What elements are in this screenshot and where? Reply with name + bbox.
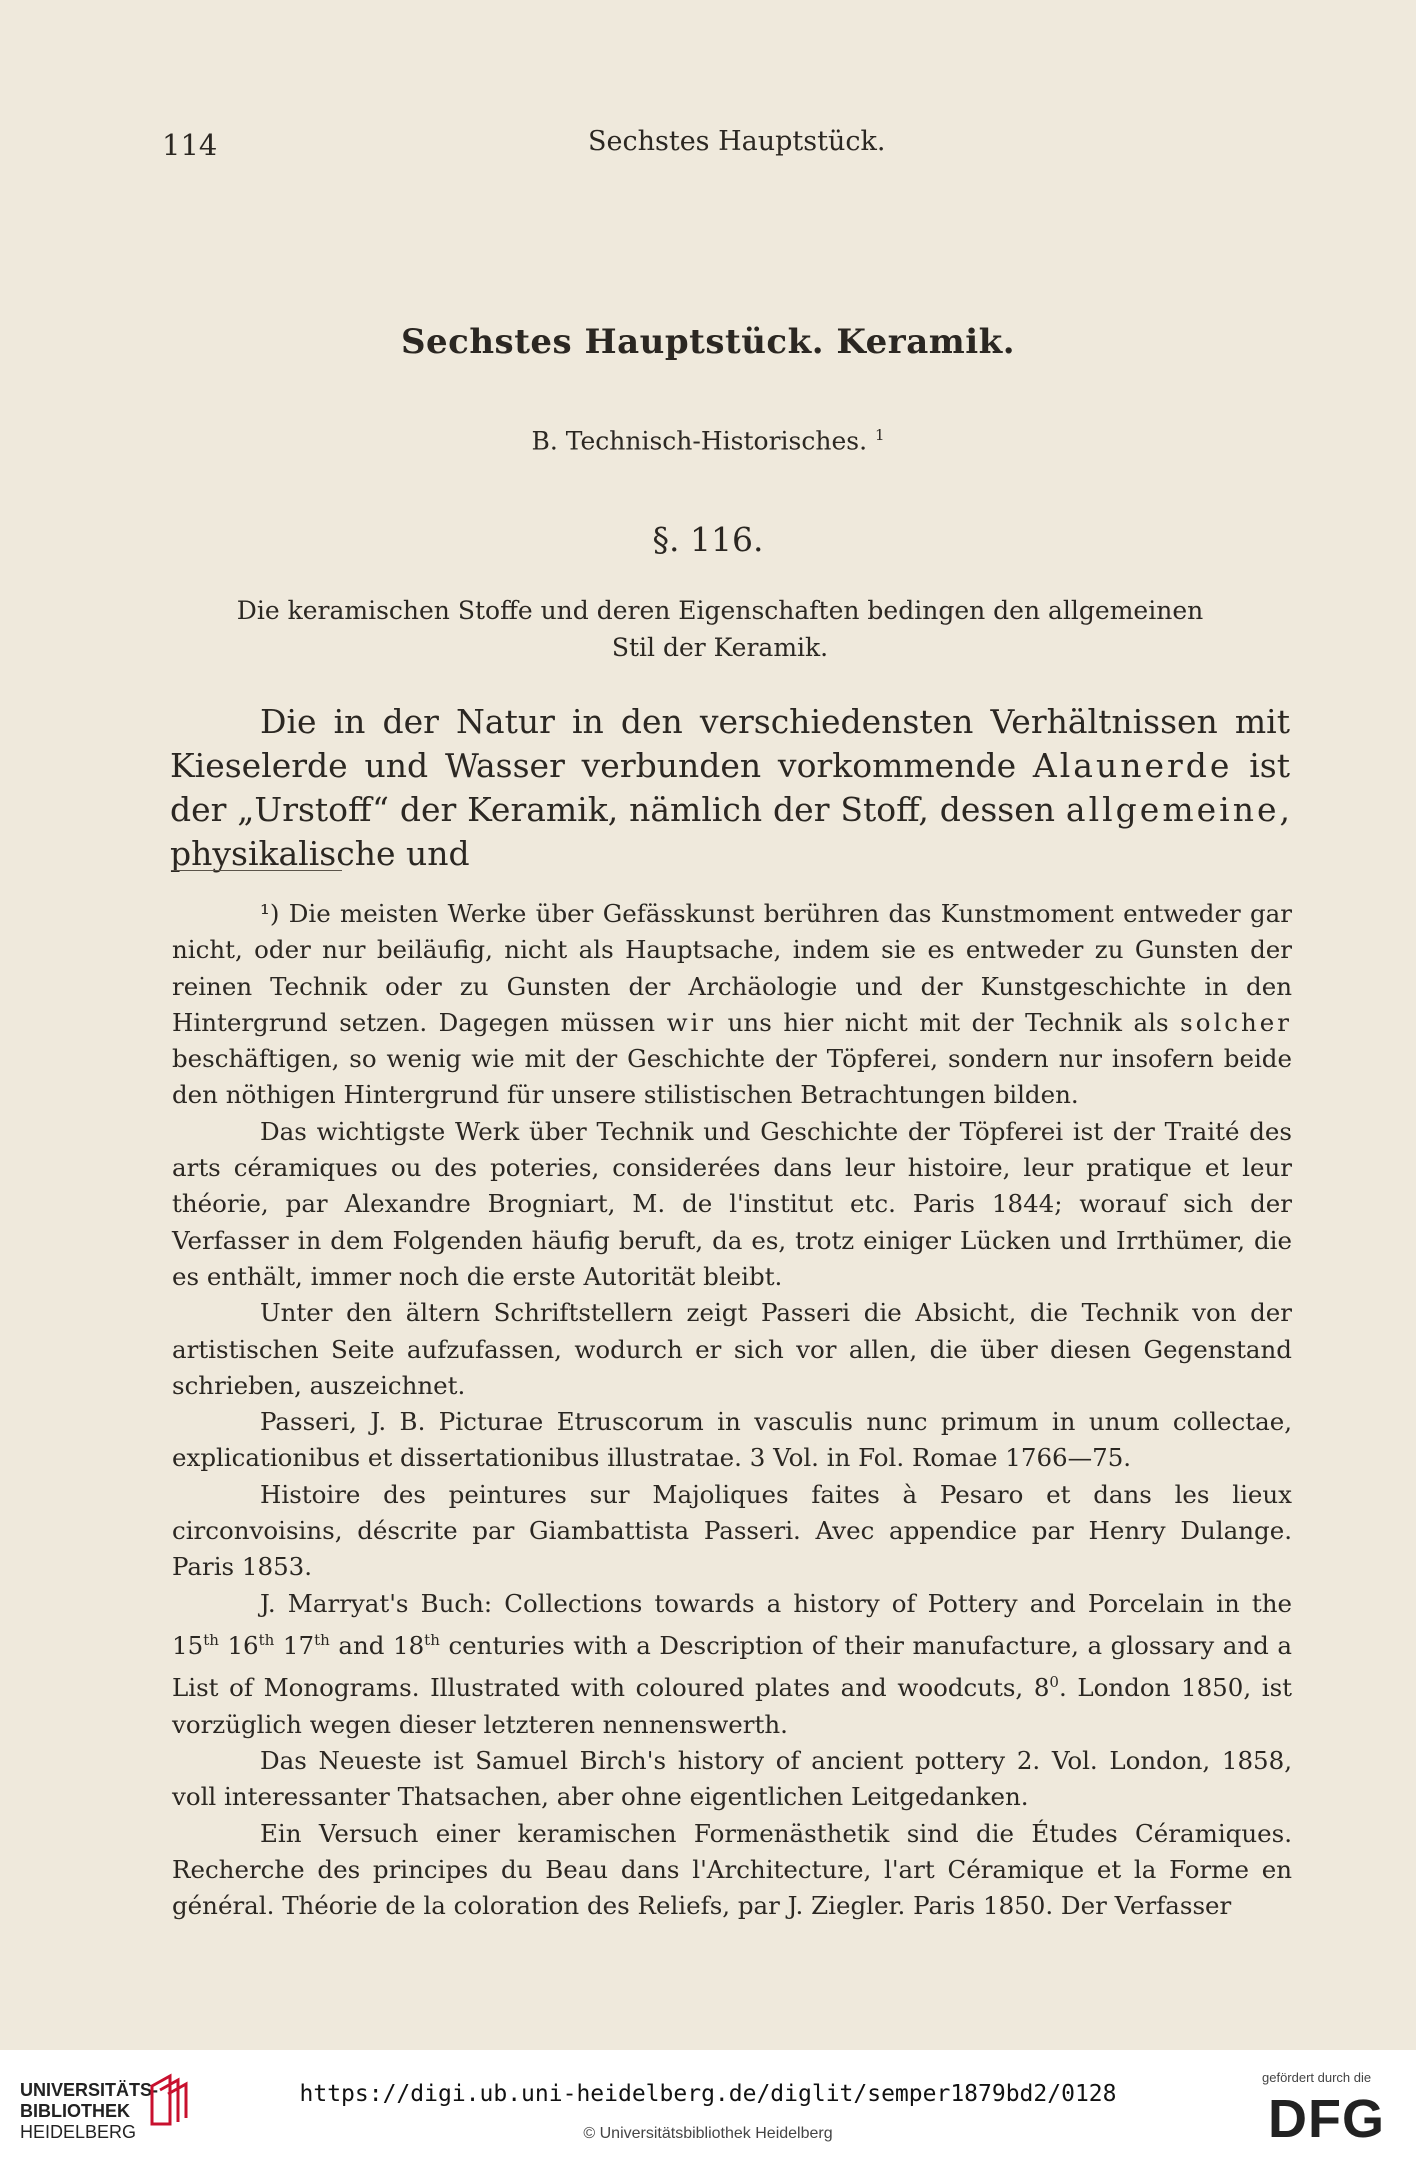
footnote-paragraph: Ein Versuch einer keramischen Formenästhetik sind die Études Céramiques. Recherche des principes du Beau dans l'Architecture, l'art Céramique et la Forme en général. Théorie de la coloration des Reliefs, par J. Ziegler. Paris 1850. Der Verfasser: [172, 1818, 1292, 1921]
library-name-line: BIBLIOTHEK: [20, 2101, 130, 2121]
section-subtitle: [0, 426, 1416, 455]
footnote-text: and 18: [329, 1631, 425, 1661]
library-name-line: HEIDELBERG: [20, 2122, 137, 2142]
emphasis-solcher: solcher: [1180, 1007, 1292, 1037]
footnote-paragraph: Unter den ältern Schriftstellern zeigt Passeri die Absicht, die Technik von der artistischen Seite aufzufassen, wodurch er sich vor allen, die über diesen Gegenstand schrieben, auszeichnet.: [172, 1298, 1292, 1400]
footnote-paragraph: [172, 896, 1292, 1114]
permalink-url[interactable]: https://digi.ub.uni-heidelberg.de/diglit/semper1879bd2/0128: [299, 2081, 1117, 2107]
funded-by-label: gefördert durch die: [1262, 2070, 1372, 2085]
footnote-text: 17: [274, 1631, 315, 1661]
dfg-logo[interactable]: DFG: [1268, 2089, 1385, 2149]
page-number: 114: [162, 128, 218, 162]
footnote-marker: ¹): [260, 899, 280, 928]
main-text-part: Die in der Natur in den verschiedensten Verhältnissen mit Kieselerde und Wasser verbunden vorkommende: [170, 702, 1290, 785]
footnote-text: 16: [218, 1631, 259, 1661]
footnote-text: Die meisten Werke über Gefässkunst berühren das Kunstmoment entweder gar nicht, oder nur beiläufig, nicht als Hauptsache, indem sie es entweder zu Gunsten der reinen Technik oder zu Gunsten der Archäologie und der Kunstgeschichte in den Hintergrund setzen. Dagegen müssen: [172, 899, 1292, 1037]
main-text: [170, 700, 1290, 876]
section-subtitle-text: B. Technisch-Historisches.: [531, 426, 868, 456]
emphasis-allgemeine: allgemeine: [1065, 790, 1280, 829]
superscript: th: [424, 1630, 440, 1649]
paragraph-number: §. 116.: [652, 520, 764, 559]
footnote-paragraph: [172, 1586, 1292, 1744]
footnote-text: beschäftigen, so wenig wie mit der Geschichte der Töpferei, sondern nur insofern beide den nöthigen Hintergrund für unsere stilistischen Betrachtungen bilden.: [172, 1044, 1292, 1110]
emphasis-alaunerde: Alaunerde: [1032, 746, 1233, 785]
main-text-part: , physikalische und: [170, 790, 1290, 873]
chapter-title: Sechstes Hauptstück. Keramik.: [400, 322, 1016, 362]
footnote-text: J. Marryat's Buch: Collections towards a history of Pottery and Porcelain in the 15: [172, 1588, 1292, 1661]
footnote-paragraph: Das Neueste ist Samuel Birch's history of ancient pottery 2. Vol. London, 1858, voll interessanter Thatsachen, aber ohne eigentlichen Leitgedanken.: [172, 1746, 1292, 1812]
footnote-reference[interactable]: 1: [874, 426, 885, 444]
copyright-notice: © Universitätsbibliothek Heidelberg: [583, 2125, 833, 2142]
footnotes: [172, 896, 1292, 1925]
footnote-text: . London 1850, ist vorzüglich wegen dieser letzteren nennenswerth.: [172, 1673, 1292, 1739]
main-text-part: ist der „Urstoff“ der Keramik, nämlich der Stoff, dessen: [170, 746, 1290, 829]
running-head: Sechstes Hauptstück.: [588, 126, 886, 157]
library-name-line: UNIVERSITÄTS-: [20, 2080, 159, 2100]
superscript: th: [203, 1630, 219, 1649]
footnote-paragraph: Histoire des peintures sur Majoliques faites à Pesaro et dans les lieux circonvoisins, déscrite par Giambattista Passeri. Avec appendice par Henry Dulange. Paris 1853.: [172, 1479, 1292, 1582]
footnote-paragraph: Das wichtigste Werk über Technik und Geschichte der Töpferei ist der Traité des arts céramiques ou des poteries, considerées dans leur histoire, leur pratique et leur théorie, par Alexandre Brogniart, M. de l'institut etc. Paris 1844; worauf sich der Verfasser in dem Folgenden häufig beruft, da es, trotz einiger Lücken und Irrthümer, die es enthält, immer noch die erste Autorität bleibt.: [172, 1116, 1292, 1291]
footnote-divider: [172, 870, 342, 871]
footnote-text: centuries with a Description of their manufacture, a glossary and a List of Monograms. Illustrated with coloured plates and woodcuts, 8: [172, 1631, 1292, 1703]
superscript: th: [258, 1630, 275, 1649]
footnote-text: uns hier nicht mit der Technik als: [716, 1007, 1181, 1037]
superscript: 0: [1049, 1673, 1059, 1692]
superscript: th: [314, 1630, 330, 1649]
emphasis-wir: wir: [666, 1007, 717, 1037]
footnote-paragraph: Passeri, J. B. Picturae Etruscorum in vasculis nunc primum in unum collectae, explicationibus et dissertationibus illustratae. 3 Vol. in Fol. Romae 1766—75.: [172, 1407, 1292, 1473]
paragraph-summary: Die keramischen Stoffe und deren Eigenschaften bedingen den allgemeinen Stil der Keramik.: [236, 596, 1204, 662]
